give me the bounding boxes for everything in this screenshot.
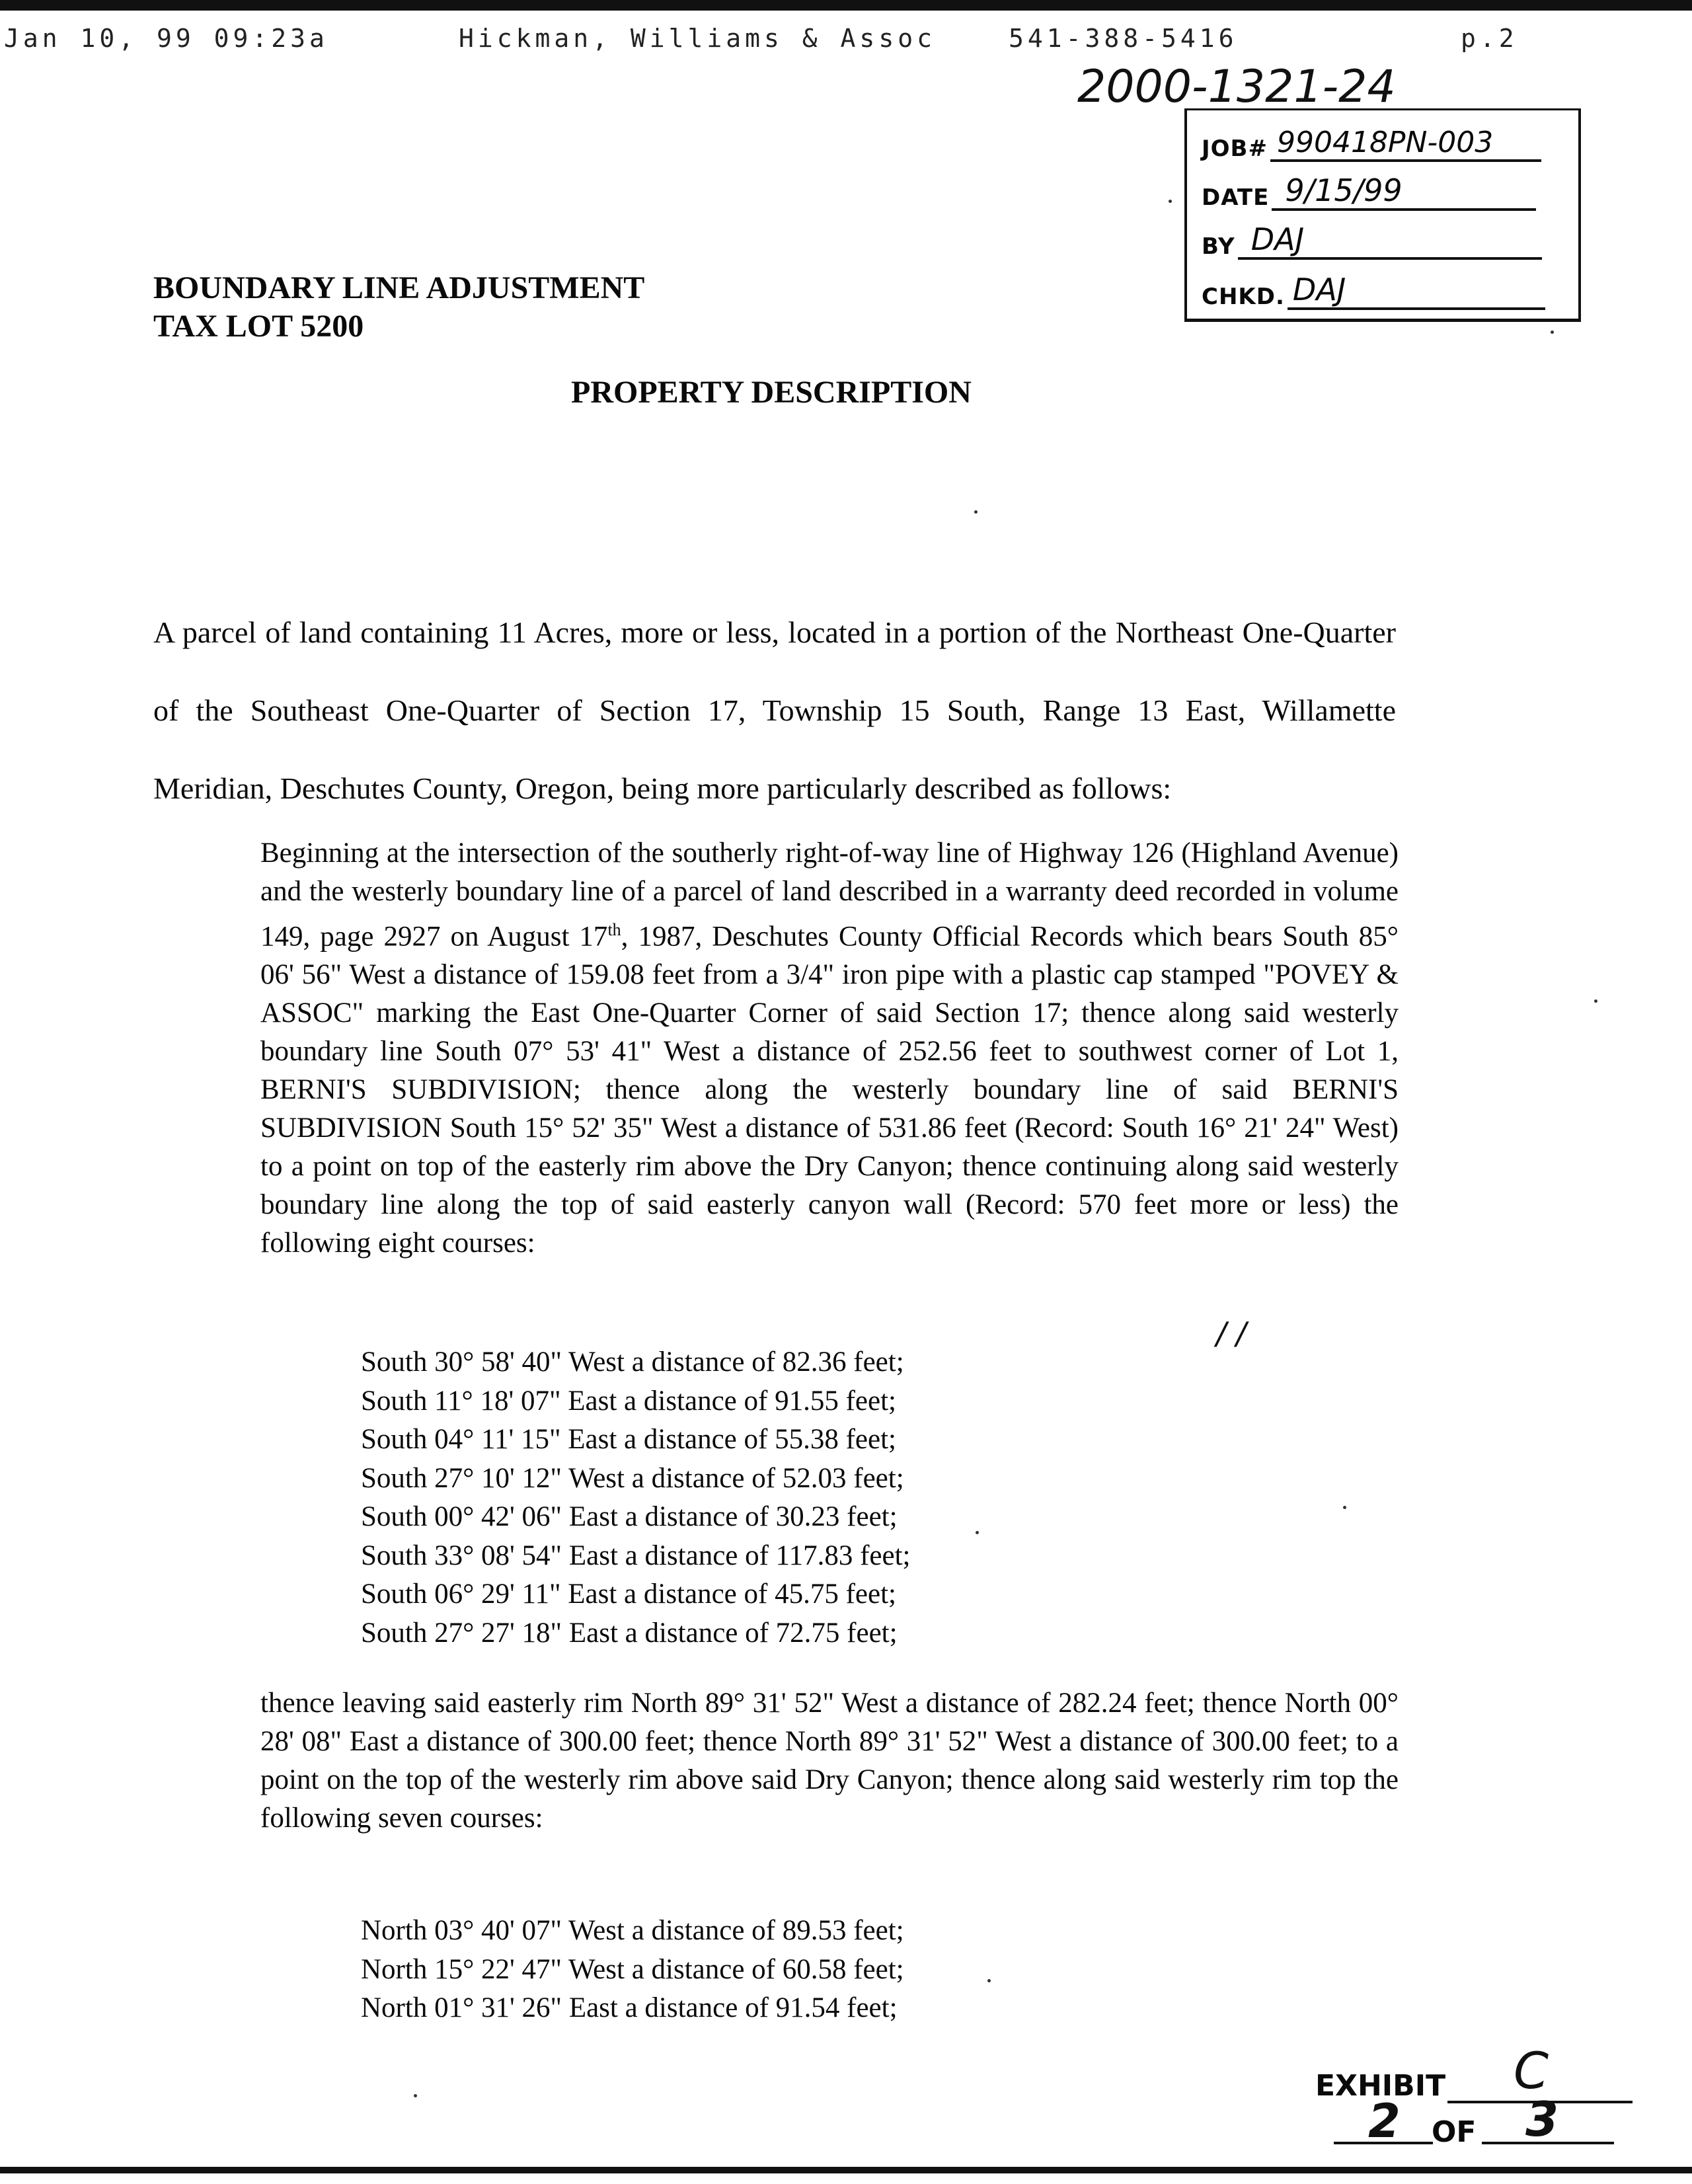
exhibit-stamp bbox=[1315, 2041, 1559, 2149]
exhibit-of-label: OF bbox=[1432, 2115, 1477, 2149]
list-item: North 03° 40' 07" West a distance of 89.53 feet; bbox=[361, 1915, 904, 1946]
seven-courses-list bbox=[361, 1912, 904, 2028]
list-item: South 11° 18' 07" East a distance of 91.55 feet; bbox=[361, 1385, 896, 1417]
stamp-date-value: 9/15/99 bbox=[1285, 173, 1403, 208]
exhibit-page: 2 bbox=[1368, 2094, 1401, 2148]
fax-phone: 541-388-5416 bbox=[1009, 24, 1238, 53]
job-stamp bbox=[1184, 108, 1581, 322]
list-item: South 27° 27' 18" East a distance of 72.75 feet; bbox=[361, 1617, 898, 1649]
beginning-paragraph bbox=[260, 834, 1399, 1263]
list-item: South 04° 11' 15" East a distance of 55.38 feet; bbox=[361, 1424, 896, 1455]
fax-top-border bbox=[0, 0, 1692, 11]
stamp-by-value: DAJ bbox=[1250, 221, 1305, 257]
list-item: South 33° 08' 54" East a distance of 117.83 feet; bbox=[361, 1540, 911, 1571]
handwritten-tick-marks: / / bbox=[1216, 1315, 1247, 1351]
beginning-text-part2: , 1987, Deschutes County Official Records which bears South 85° 06' 56" West a distance of 159.08 feet from a 3/4" iron pipe with a plastic cap stamped "POVEY & ASSOC" marking the East One-Quarter Corner of said Section 17; thence along said westerly boundary line South 07° 53' 41" West a distance of 252.56 feet to southwest corner of Lot 1, BERNI'S SUBDIVISION; thence along the westerly boundary line of said BERNI'S SUBDIVISION South 15° 52' 35" West a distance of 531.86 feet (Record: South 16° 21' 24" West) to a point on top of the easterly rim above the Dry Canyon; thence continuing along said westerly boundary line along the top of said easterly canyon wall (Record: 570 feet more or less) the following eight courses: bbox=[260, 921, 1399, 1259]
beginning-text-part1: Beginning at the intersection of the southerly right-of-way line of Highway 126 (Highland Avenue) and the westerly boundary line of a parcel of land described in a warranty deed recorded in volume 149, page 2927 on August 17 bbox=[260, 838, 1399, 953]
scan-speck bbox=[987, 1979, 991, 1982]
scan-speck bbox=[1343, 1506, 1346, 1509]
stamp-chkd-label: CHKD. bbox=[1202, 284, 1285, 310]
list-item: North 01° 31' 26" East a distance of 91.54 feet; bbox=[361, 1992, 898, 2023]
list-item: South 06° 29' 11" East a distance of 45.75 feet; bbox=[361, 1579, 896, 1610]
section-heading: PROPERTY DESCRIPTION bbox=[571, 375, 972, 410]
stamp-job-label: JOB# bbox=[1202, 136, 1268, 162]
fax-bottom-border bbox=[0, 2167, 1692, 2173]
stamp-date-label: DATE bbox=[1202, 184, 1270, 211]
list-item: South 00° 42' 06" East a distance of 30.23 feet; bbox=[361, 1501, 898, 1532]
scan-speck bbox=[976, 1531, 979, 1534]
scan-speck bbox=[414, 2094, 417, 2097]
stamp-job-row bbox=[1202, 116, 1541, 162]
exhibit-letter: C bbox=[1514, 2041, 1549, 2100]
exhibit-total: 3 bbox=[1525, 2091, 1559, 2147]
scan-speck bbox=[1551, 331, 1554, 334]
leaving-paragraph: thence leaving said easterly rim North 89° 31' 52" West a distance of 282.24 feet; thence North 00° 28' 08" East a distance of 300.00 feet; thence North 89° 31' 52" West a distance of 300.00 feet; to a point on the top of the westerly rim above said Dry Canyon; thence along said westerly rim top the following seven courses: bbox=[260, 1688, 1399, 1834]
stamp-job-value: 990418PN-003 bbox=[1276, 126, 1494, 159]
eight-courses-list bbox=[361, 1343, 910, 1653]
stamp-chkd-row bbox=[1202, 264, 1545, 310]
handwritten-reference: 2000-1321-24 bbox=[1077, 61, 1396, 113]
tax-lot-title: TAX LOT 5200 bbox=[153, 309, 364, 344]
scan-speck bbox=[1169, 200, 1172, 203]
intro-paragraph: A parcel of land containing 11 Acres, more or less, located in a portion of the Northeast One-Quarter of the Southeast One-Quarter of Section 17, Township 15 South, Range 13 East, Willamette Meridian, Deschutes County, Oregon, being more particularly described as follows: bbox=[153, 615, 1396, 805]
document-title: BOUNDARY LINE ADJUSTMENT bbox=[153, 270, 645, 305]
fax-sender: Hickman, Williams & Assoc bbox=[459, 24, 936, 53]
stamp-chkd-value: DAJ bbox=[1292, 272, 1346, 307]
list-item: South 27° 10' 12" West a distance of 52.03 feet; bbox=[361, 1462, 904, 1494]
scan-speck bbox=[974, 510, 978, 514]
fax-date-time: Jan 10, 99 09:23a bbox=[4, 24, 328, 53]
fax-page-number: p.2 bbox=[1461, 24, 1518, 53]
list-item: North 15° 22' 47" West a distance of 60.58 feet; bbox=[361, 1953, 904, 1985]
stamp-by-label: BY bbox=[1202, 233, 1235, 260]
stamp-by-row bbox=[1202, 214, 1542, 260]
ordinal-suffix: th bbox=[607, 920, 621, 939]
scan-speck bbox=[1594, 999, 1597, 1003]
list-item: South 30° 58' 40" West a distance of 82.36 feet; bbox=[361, 1346, 904, 1378]
stamp-date-row bbox=[1202, 165, 1536, 211]
exhibit-label: EXHIBIT bbox=[1315, 2069, 1446, 2103]
